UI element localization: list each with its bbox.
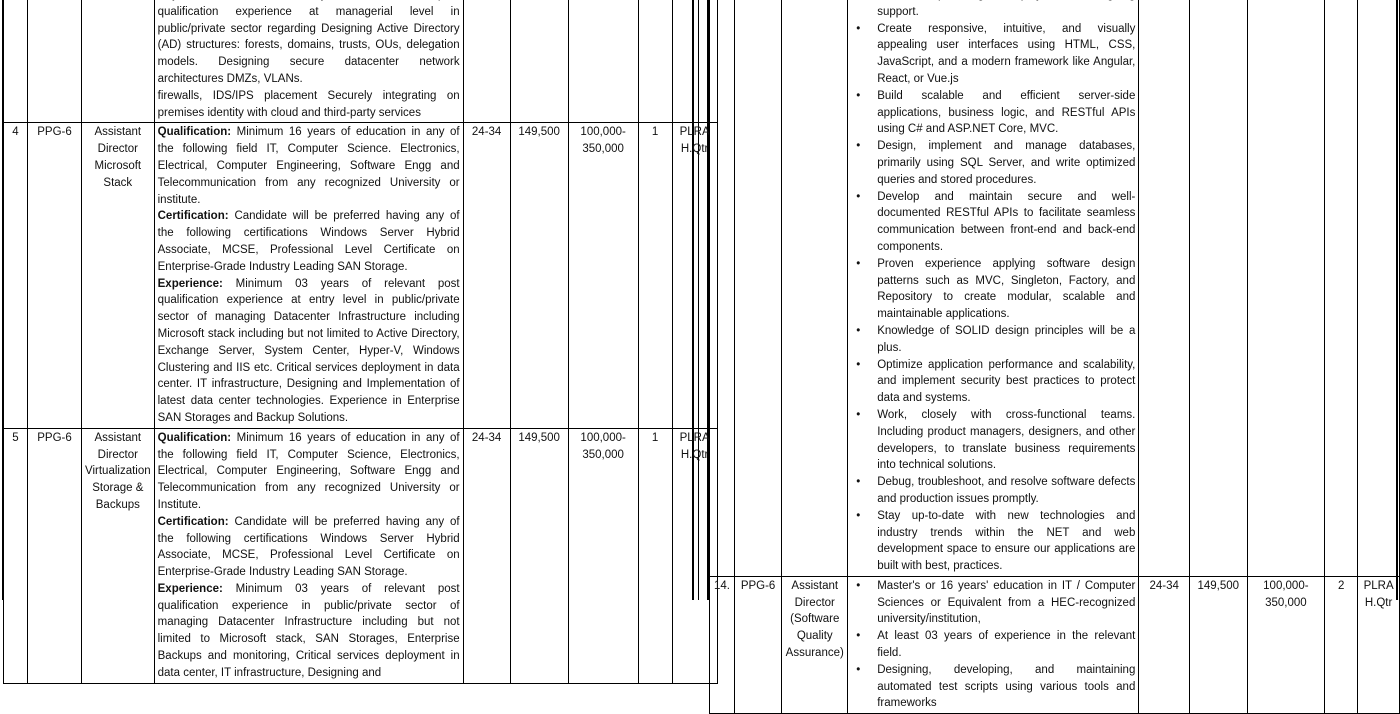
sr-cell [710, 0, 735, 576]
posts-cell: 1 [638, 428, 672, 683]
table-row [4, 123, 718, 428]
salary-cell [510, 0, 568, 123]
certification-label: Certification: [157, 515, 229, 528]
post-cell [82, 0, 155, 123]
list-item: • At least 03 years of experience in the relevant field. [851, 628, 1135, 662]
table-row [710, 0, 1400, 576]
list-item: • Designing, developing, and maintaining automated test scripts using various tools and frameworks [851, 662, 1135, 712]
list-item: • Build scalable and efficient server-side applications, business logic, and RESTful APIs using C# and ASP.NET Core, MVC. [851, 88, 1135, 138]
list-item: • Stay up-to-date with new technologies and industry trends within the NET and web development space to ensure our applications are built with best, practices. [851, 508, 1135, 575]
list-item: • Optimize application performance and scalability, and implement security best practices to protect data and systems. [851, 357, 1135, 407]
list-item: • Design, implement and manage databases, primarily using SQL Server, and write optimized queries and stored procedures. [851, 138, 1135, 188]
station-cell: PLRA H.Qtr [672, 123, 717, 428]
list-item: • Develop and maintain secure and well-documented RESTful APIs to facilitate seamless communication between front-end and back-end components. [851, 189, 1135, 256]
age-cell: 24-34 [1139, 576, 1190, 713]
description-cell [154, 428, 463, 683]
post-cell [782, 0, 848, 576]
left-jobs-table [3, 0, 718, 684]
range-cell: 100,000-350,000 [568, 123, 638, 428]
certification-label: Certification: [157, 210, 229, 223]
list-item: • Create responsive, intuitive, and visually appealing user interfaces using HTML, CSS, JavaScript, and a modern framework like Angular, React, or Vue.js [851, 21, 1135, 88]
table-row [710, 576, 1400, 713]
salary-cell: 149,500 [1189, 576, 1247, 713]
requirements-list [851, 578, 1135, 712]
age-cell: 24-34 [463, 123, 510, 428]
scale-cell: PPG-6 [28, 123, 82, 428]
description-cell [848, 576, 1139, 713]
posts-cell: 2 [1325, 576, 1358, 713]
description-cell [154, 123, 463, 428]
posts-cell: 1 [638, 123, 672, 428]
list-item: • support. [851, 0, 1135, 21]
description-cell [154, 0, 463, 123]
experience-label [158, 0, 223, 1]
experience-tail: firewalls, IDS/IPS placement Securely integrating on premises identity with cloud and third-party services [157, 89, 460, 119]
experience-text: Minimum 03 years of relevant post qualification experience in public/private sector of managing Datacenter Infrastructure including but not limited to Microsoft stack, SAN Storages, Enterprise Backups and monitoring, Critical services deployment in data center, IT infrastructure, Designing and [157, 582, 460, 679]
posts-cell [638, 0, 672, 123]
age-cell: 24-34 [463, 428, 510, 683]
post-cell: Assistant Director (Software Quality Assurance) [782, 576, 848, 713]
sr-cell: 4 [4, 123, 28, 428]
station-cell [1358, 0, 1400, 576]
posts-cell [1325, 0, 1358, 576]
duties-list [851, 0, 1135, 575]
certification-text: Candidate will be preferred having any of the following certifications Windows Server Hybrid Associate, MCSE, Professional Level Certificate on Enterprise-Grade Industry Leading SAN Storage. [157, 210, 460, 273]
experience-label: Experience: [157, 277, 223, 290]
salary-cell: 149,500 [510, 123, 568, 428]
list-item: • Master's or 16 years' education in IT / Computer Sciences or Equivalent from a HEC-recognized university/institution, [851, 578, 1135, 628]
scale-cell [28, 0, 82, 123]
range-cell [1247, 0, 1325, 576]
table-row [4, 0, 718, 123]
post-cell: Assistant Director Virtualization Storage & Backups [82, 428, 155, 683]
list-item: • Work, closely with cross-functional teams. Including product managers, designers, and other developers, to translate business requirements into technical solutions. [851, 407, 1135, 474]
post-cell: Assistant Director Microsoft Stack [82, 123, 155, 428]
description-cell [848, 0, 1139, 576]
sr-cell: 5 [4, 428, 28, 683]
experience-text: qualification experience at managerial level in public/private sector regarding Designing Active Directory (AD) structures: forests, domains, trusts, OUs, delegation models. Designing secure datacenter network architectures DMZs, VLANs. [157, 5, 460, 85]
age-cell [463, 0, 510, 123]
sr-cell [4, 0, 28, 123]
list-item: • Proven experience applying software design patterns such as MVC, Singleton, Factory, and Repository to create modular, scalable and maintainable applications. [851, 256, 1135, 323]
list-item: • Debug, troubleshoot, and resolve software defects and production issues promptly. [851, 474, 1135, 508]
right-jobs-table [709, 0, 1400, 714]
list-item: • Knowledge of SOLID design principles will be a plus. [851, 323, 1135, 357]
salary-cell: 149,500 [510, 428, 568, 683]
range-cell: 100,000-350,000 [568, 428, 638, 683]
qualification-text: Minimum 16 years of education in any of the following field IT, Computer Science, Electronics, Electrical, Computer Engineering, Software Engg and Telecommunication from any recognized University or Institute. [157, 431, 460, 511]
range-cell: 100,000-350,000 [1247, 576, 1325, 713]
salary-cell [1189, 0, 1247, 576]
qualification-label: Qualification: [157, 431, 232, 444]
table-row [4, 428, 718, 683]
scale-cell: PPG-6 [28, 428, 82, 683]
certification-text: Candidate will be preferred having any of the following certifications Windows Server Hybrid Associate, MCSE, Professional Level Certificate on Enterprise-Grade Industry Leading SAN Storage. [157, 515, 460, 579]
station-cell: PLRA H.Qtr [672, 428, 717, 683]
sr-cell: 14. [710, 576, 735, 713]
experience-label: Experience: [157, 582, 223, 595]
qualification-text: Minimum 16 years of education in any of the following field IT, Computer Science. Electronics, Electrical, Computer Engineering, Software Engg and Telecommunication from any recognized University or institute. [157, 126, 460, 206]
scale-cell [734, 0, 781, 576]
range-cell [568, 0, 638, 123]
station-cell: PLRA H.Qtr [1358, 576, 1400, 713]
qualification-label: Qualification: [157, 126, 232, 139]
age-cell [1139, 0, 1190, 576]
scale-cell: PPG-6 [734, 576, 781, 713]
experience-text: Minimum 03 years of relevant post qualification experience at entry level in public/private sector of managing Datacenter Infrastructure including Microsoft stack including but not limited to Active Directory, Exchange Server, System Center, Hyper-V, Windows Clustering and IIS etc. Critical services deployment in data center. IT infrastructure, Designing and Implementation of latest data center technologies. Experience in Enterprise SAN Storages and Backup Solutions. [157, 277, 460, 424]
